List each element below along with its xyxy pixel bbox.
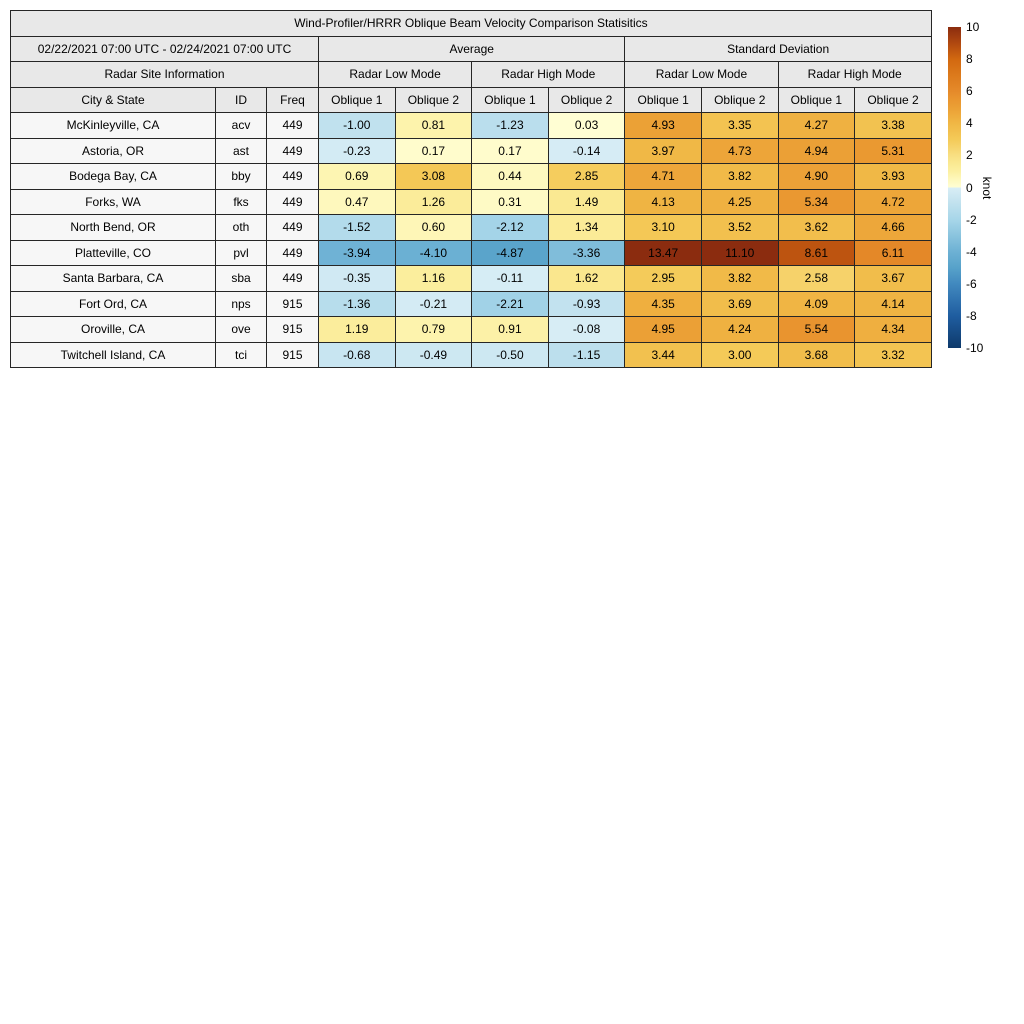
- value-cell: 3.62: [778, 215, 855, 241]
- table-row: [11, 189, 932, 215]
- value-cell: 4.14: [855, 291, 932, 317]
- freq-cell: 449: [267, 215, 319, 241]
- col-header-oblique: Oblique 2: [548, 87, 625, 113]
- value-cell: 3.32: [855, 342, 932, 368]
- value-cell: -0.50: [472, 342, 549, 368]
- group-stddev-header: Standard Deviation: [625, 36, 931, 62]
- value-cell: 0.69: [319, 164, 396, 190]
- value-cell: 0.91: [472, 317, 549, 343]
- colorbar-tick-label: 6: [966, 84, 973, 99]
- value-cell: 4.72: [855, 189, 932, 215]
- colorbar-tick-label: 10: [966, 20, 980, 34]
- city-cell: Astoria, OR: [11, 138, 216, 164]
- city-cell: Fort Ord, CA: [11, 291, 216, 317]
- table-title: Wind-Profiler/HRRR Oblique Beam Velocity Comparison Statisitics: [11, 11, 932, 37]
- site-id-cell: ast: [216, 138, 267, 164]
- value-cell: -3.94: [319, 240, 396, 266]
- value-cell: 3.10: [625, 215, 702, 241]
- table-row: [11, 240, 932, 266]
- column-header-row: [11, 87, 932, 113]
- col-header-oblique: Oblique 1: [778, 87, 855, 113]
- value-cell: 4.90: [778, 164, 855, 190]
- value-cell: 0.17: [472, 138, 549, 164]
- table-row: [11, 164, 932, 190]
- value-cell: -3.36: [548, 240, 625, 266]
- group-header-row: [11, 36, 932, 62]
- value-cell: 3.35: [701, 113, 778, 139]
- value-cell: -4.87: [472, 240, 549, 266]
- freq-cell: 915: [267, 342, 319, 368]
- value-cell: 8.61: [778, 240, 855, 266]
- value-cell: 4.66: [855, 215, 932, 241]
- value-cell: -0.49: [395, 342, 472, 368]
- value-cell: 3.68: [778, 342, 855, 368]
- value-cell: 3.08: [395, 164, 472, 190]
- value-cell: 3.82: [701, 266, 778, 292]
- value-cell: -0.14: [548, 138, 625, 164]
- site-id-cell: pvl: [216, 240, 267, 266]
- value-cell: -0.93: [548, 291, 625, 317]
- city-cell: Oroville, CA: [11, 317, 216, 343]
- value-cell: 4.95: [625, 317, 702, 343]
- value-cell: 3.93: [855, 164, 932, 190]
- value-cell: 3.69: [701, 291, 778, 317]
- value-cell: 1.26: [395, 189, 472, 215]
- table-row: [11, 291, 932, 317]
- date-range: 02/22/2021 07:00 UTC - 02/24/2021 07:00 UTC: [11, 36, 319, 62]
- freq-cell: 449: [267, 240, 319, 266]
- freq-cell: 449: [267, 266, 319, 292]
- value-cell: 4.71: [625, 164, 702, 190]
- city-cell: Platteville, CO: [11, 240, 216, 266]
- value-cell: 1.62: [548, 266, 625, 292]
- col-header-oblique: Oblique 2: [701, 87, 778, 113]
- freq-cell: 915: [267, 291, 319, 317]
- value-cell: 3.97: [625, 138, 702, 164]
- value-cell: 4.09: [778, 291, 855, 317]
- value-cell: 5.31: [855, 138, 932, 164]
- value-cell: 1.16: [395, 266, 472, 292]
- site-id-cell: acv: [216, 113, 267, 139]
- value-cell: 1.34: [548, 215, 625, 241]
- city-cell: McKinleyville, CA: [11, 113, 216, 139]
- value-cell: 11.10: [701, 240, 778, 266]
- colorbar-gradient: [948, 27, 961, 348]
- value-cell: 4.93: [625, 113, 702, 139]
- table-row: [11, 113, 932, 139]
- table-row: [11, 317, 932, 343]
- value-cell: 2.95: [625, 266, 702, 292]
- col-header-oblique: Oblique 1: [472, 87, 549, 113]
- city-cell: Bodega Bay, CA: [11, 164, 216, 190]
- value-cell: -1.15: [548, 342, 625, 368]
- col-header-city: City & State: [11, 87, 216, 113]
- col-header-oblique: Oblique 2: [855, 87, 932, 113]
- value-cell: 4.25: [701, 189, 778, 215]
- colorbar-unit-label: knot: [980, 176, 994, 200]
- value-cell: 4.27: [778, 113, 855, 139]
- value-cell: 0.03: [548, 113, 625, 139]
- col-header-id: ID: [216, 87, 267, 113]
- col-header-freq: Freq: [267, 87, 319, 113]
- value-cell: -1.36: [319, 291, 396, 317]
- value-cell: 1.19: [319, 317, 396, 343]
- value-cell: 4.35: [625, 291, 702, 317]
- site-id-cell: bby: [216, 164, 267, 190]
- value-cell: 2.85: [548, 164, 625, 190]
- value-cell: -0.23: [319, 138, 396, 164]
- title-row: [11, 11, 932, 37]
- value-cell: 4.73: [701, 138, 778, 164]
- table-row: [11, 342, 932, 368]
- value-cell: 3.52: [701, 215, 778, 241]
- value-cell: 3.00: [701, 342, 778, 368]
- value-cell: -2.12: [472, 215, 549, 241]
- mode-header-row: [11, 62, 932, 88]
- city-cell: Forks, WA: [11, 189, 216, 215]
- value-cell: 5.54: [778, 317, 855, 343]
- value-cell: -4.10: [395, 240, 472, 266]
- value-cell: -0.11: [472, 266, 549, 292]
- colorbar-tick-label: -2: [966, 212, 977, 227]
- value-cell: 0.17: [395, 138, 472, 164]
- value-cell: 4.13: [625, 189, 702, 215]
- value-cell: 0.81: [395, 113, 472, 139]
- table-body: [11, 113, 932, 368]
- value-cell: 4.24: [701, 317, 778, 343]
- avg-low-mode-header: Radar Low Mode: [319, 62, 472, 88]
- std-high-mode-header: Radar High Mode: [778, 62, 931, 88]
- value-cell: 3.38: [855, 113, 932, 139]
- colorbar-tick-label: -10: [966, 341, 984, 355]
- value-cell: 1.49: [548, 189, 625, 215]
- freq-cell: 915: [267, 317, 319, 343]
- city-cell: North Bend, OR: [11, 215, 216, 241]
- freq-cell: 449: [267, 113, 319, 139]
- value-cell: 2.58: [778, 266, 855, 292]
- site-id-cell: sba: [216, 266, 267, 292]
- value-cell: 4.34: [855, 317, 932, 343]
- avg-high-mode-header: Radar High Mode: [472, 62, 625, 88]
- value-cell: -1.00: [319, 113, 396, 139]
- group-average-header: Average: [319, 36, 625, 62]
- colorbar-tick-label: -8: [966, 308, 977, 323]
- value-cell: 3.44: [625, 342, 702, 368]
- value-cell: 0.60: [395, 215, 472, 241]
- freq-cell: 449: [267, 138, 319, 164]
- value-cell: -2.21: [472, 291, 549, 317]
- value-cell: -0.35: [319, 266, 396, 292]
- col-header-oblique: Oblique 1: [319, 87, 396, 113]
- value-cell: 6.11: [855, 240, 932, 266]
- colorbar-tick-label: 2: [966, 148, 973, 163]
- colorbar-tick-label: -4: [966, 244, 977, 259]
- colorbar-tick-label: -6: [966, 276, 977, 291]
- colorbar-tick-label: 8: [966, 52, 973, 67]
- std-low-mode-header: Radar Low Mode: [625, 62, 778, 88]
- site-id-cell: nps: [216, 291, 267, 317]
- value-cell: 0.47: [319, 189, 396, 215]
- city-cell: Twitchell Island, CA: [11, 342, 216, 368]
- freq-cell: 449: [267, 189, 319, 215]
- value-cell: 3.67: [855, 266, 932, 292]
- value-cell: -0.21: [395, 291, 472, 317]
- value-cell: 13.47: [625, 240, 702, 266]
- col-header-oblique: Oblique 2: [395, 87, 472, 113]
- value-cell: -0.08: [548, 317, 625, 343]
- col-header-oblique: Oblique 1: [625, 87, 702, 113]
- site-id-cell: fks: [216, 189, 267, 215]
- site-id-cell: oth: [216, 215, 267, 241]
- value-cell: 3.82: [701, 164, 778, 190]
- table-row: [11, 215, 932, 241]
- site-id-cell: tci: [216, 342, 267, 368]
- value-cell: -1.23: [472, 113, 549, 139]
- value-cell: 5.34: [778, 189, 855, 215]
- value-cell: -0.68: [319, 342, 396, 368]
- value-cell: 0.31: [472, 189, 549, 215]
- colorbar-tick-label: 0: [966, 180, 973, 195]
- table-row: [11, 266, 932, 292]
- value-cell: -1.52: [319, 215, 396, 241]
- site-id-cell: ove: [216, 317, 267, 343]
- value-cell: 4.94: [778, 138, 855, 164]
- freq-cell: 449: [267, 164, 319, 190]
- site-info-header: Radar Site Information: [11, 62, 319, 88]
- colorbar-tick-label: 4: [966, 116, 973, 131]
- stats-table: [10, 10, 932, 368]
- table-row: [11, 138, 932, 164]
- value-cell: 0.44: [472, 164, 549, 190]
- value-cell: 0.79: [395, 317, 472, 343]
- city-cell: Santa Barbara, CA: [11, 266, 216, 292]
